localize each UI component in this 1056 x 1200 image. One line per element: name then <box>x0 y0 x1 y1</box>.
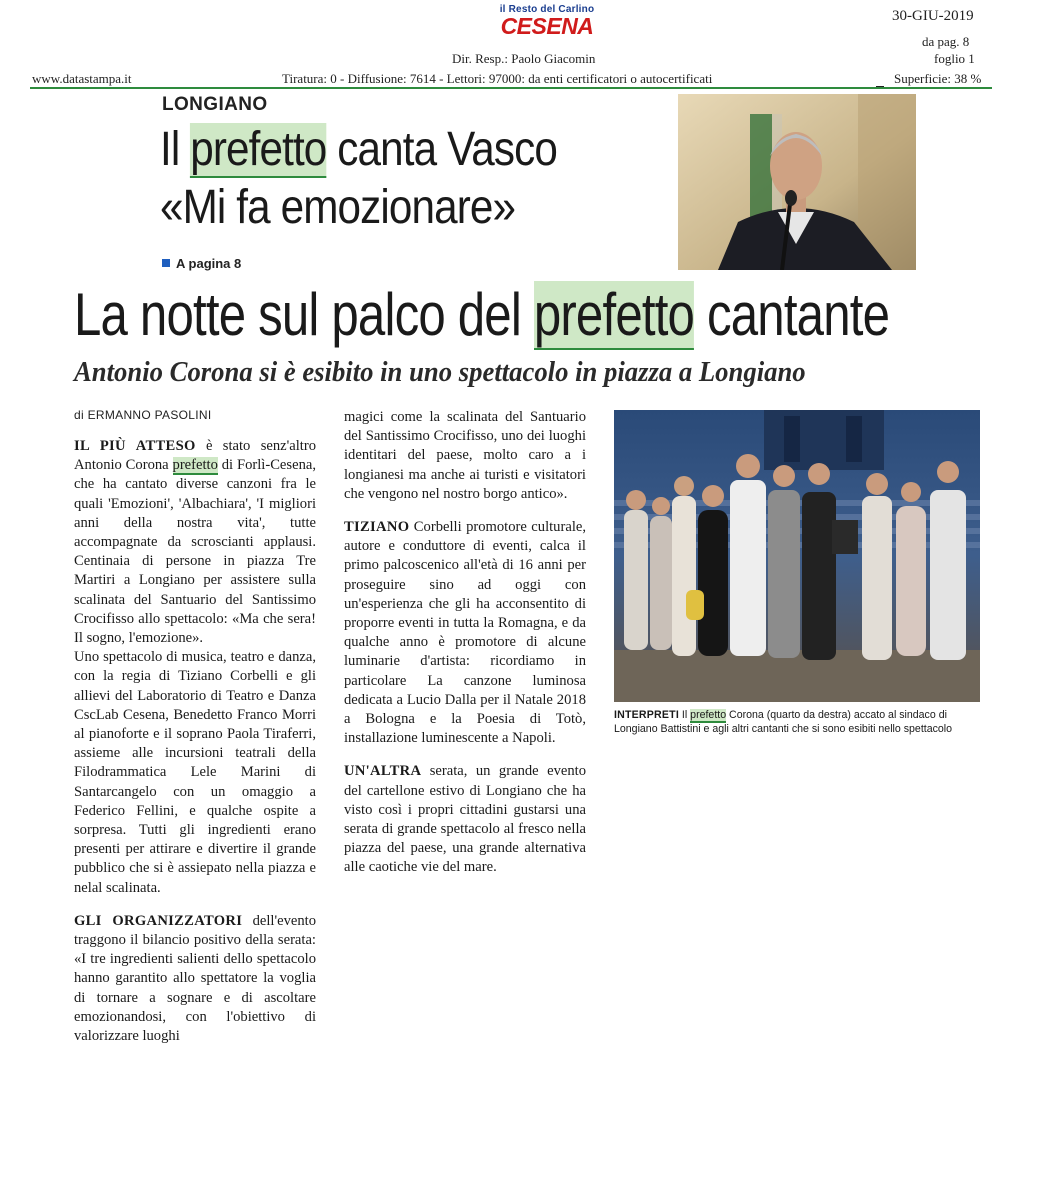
article-column-2 <box>344 408 586 892</box>
photo-group-performers <box>614 410 980 702</box>
header-rule-mark <box>876 86 884 87</box>
paragraph: GLI ORGANIZZATORI dell'evento traggono il bilancio positivo della serata: «I tre ingredienti salienti dello spettacolo hanno garantito allo spettatore la voglia di tornare a sognare e di ascoltare emozionandosi, con l'obiettivo di valorizzare luoghi <box>74 912 316 1045</box>
highlighted-term: prefetto <box>533 281 695 348</box>
article-column-1 <box>74 437 316 1060</box>
byline: di ERMANNO PASOLINI <box>74 408 212 422</box>
paragraph: TIZIANO Corbelli promotore culturale, autore e conduttore di eventi, calca il primo palcoscenico all'età di 16 anni per proseguire sino ad oggi con un'esperienza che gli ha acconsentito di proporre eventi in tutta la Romagna, e da qualche anno è promotore di alcune luminarie d'artista: ricordiamo in particolare La canzone luminosa dedicata a Lucio Dalla per il Natale 2018 a Bologna e la Poesia di Totò, installazione luminescente a Napoli. <box>344 519 586 747</box>
page-number: da pag. 8 <box>922 34 970 49</box>
site-url: www.datastampa.it <box>32 71 132 86</box>
paragraph: UN'ALTRA serata, un grande evento del cartellone estivo di Longiano che ha visto così i propri cittadini gustarsi una serata di grande spettacolo al fresco nella piazza del paese, una grande alternativa alle caotiche vie del mare. <box>344 763 586 876</box>
square-bullet-icon <box>162 259 170 267</box>
circulation-info: Tiratura: 0 - Diffusione: 7614 - Lettori: 97000: da enti certificatori o autocertificati <box>282 71 713 86</box>
sheet-number: foglio 1 <box>934 51 975 66</box>
director: Dir. Resp.: Paolo Giacomin <box>452 51 596 66</box>
page-reference: A pagina 8 <box>162 256 241 271</box>
subtitle: Antonio Corona si è esibito in uno spettacolo in piazza a Longiano <box>74 356 806 388</box>
surface-info: Superficie: 38 % <box>894 71 982 86</box>
paragraph: Uno spettacolo di musica, teatro e danza, con la regia di Tiziano Corbelli e gli allievi del Laboratorio di Teatro e Danza CscLab Cesena, Benedetto Franco Morri al pianoforte e il soprano Paola Tiraferri, assieme alle incursioni teatrali della Filodrammatica Lele Marini di Santarcangelo con un omaggio a Federico Fellini, e qualche ospite a sorpresa. Tutti gli ingredienti erano presenti per attirare e divertire il grande pubblico che si è assiepato nella piazza e nelal scalinata. <box>74 649 316 896</box>
highlighted-term: prefetto <box>190 123 327 176</box>
headline-line-2: «Mi fa emozionare» <box>160 181 516 234</box>
masthead-logo: CESENA <box>500 13 594 39</box>
highlighted-term: prefetto <box>172 457 218 474</box>
issue-date: 30-GIU-2019 <box>892 8 974 24</box>
masthead-top: il Resto del Carlino <box>499 4 595 15</box>
main-title: La notte sul palco del prefetto cantante <box>74 281 890 348</box>
photo-prefect-singing <box>678 94 916 270</box>
paragraph: IL PIÙ ATTESO è stato senz'altro Antonio Corona prefetto di Forlì-Cesena, che ha cantato diverse canzoni fra le quali 'Emozioni', 'Albachiara', 'I migliori anni della nostra vita', tutte accompagnate da scroscianti applausi. Centinaia di persone in piazza Tre Martiri a Longiano per assistere sulla scalinata del Santuario del Santissimo Crocifisso allo spettacolo: «Ma che sera! Il sogno, l'emozione». <box>74 438 316 647</box>
header-rule <box>30 87 992 89</box>
highlighted-term: prefetto <box>690 709 727 721</box>
paragraph: magici come la scalinata del Santuario del Santissimo Crocifisso, uno dei luoghi identitari del paese, molto caro a i longianesi ma anche ai turisti e visitatori che vengono nel nostro borgo antico». <box>344 409 586 502</box>
kicker: LONGIANO <box>162 94 268 115</box>
photo-caption: INTERPRETI Il prefetto Corona (quarto da destra) accato al sindaco di Longiano Battistini e agli altri cantanti che si sono esibiti nello spettacolo <box>614 709 953 735</box>
headline-line-1: Il prefetto canta Vasco <box>160 123 557 176</box>
